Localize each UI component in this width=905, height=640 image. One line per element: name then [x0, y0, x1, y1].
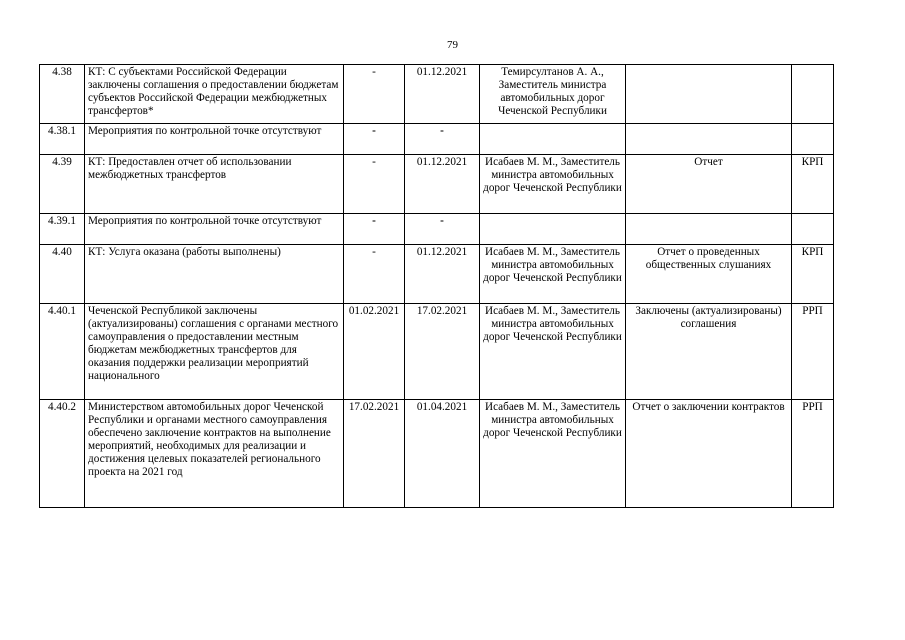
row-end-date: 01.12.2021 [405, 155, 480, 214]
row-responsible [480, 124, 626, 155]
row-start-date: 01.02.2021 [344, 304, 405, 400]
row-start-date: - [344, 124, 405, 155]
row-end-date: 01.12.2021 [405, 245, 480, 304]
row-description: Министерством автомобильных дорог Чеченской Республики и органами местного самоуправления обеспечено заключение контрактов на выполнение мероприятий, необходимых для реализации и достижения целевых показателей регионального проекта на 2021 год [85, 400, 344, 508]
table-row [40, 214, 834, 245]
row-result: Отчет о заключении контрактов [626, 400, 792, 508]
row-description: КТ: Предоставлен отчет об использовании межбюджетных трансфертов [85, 155, 344, 214]
row-end-date: 01.04.2021 [405, 400, 480, 508]
row-end-date: - [405, 124, 480, 155]
row-result [626, 214, 792, 245]
row-result: Отчет [626, 155, 792, 214]
row-end-date: 01.12.2021 [405, 65, 480, 124]
row-result [626, 124, 792, 155]
row-responsible: Исабаев М. М., Заместитель министра автомобильных дорог Чеченской Республики [480, 245, 626, 304]
row-number: 4.38 [40, 65, 85, 124]
table-row [40, 304, 834, 400]
row-responsible [480, 214, 626, 245]
row-level [792, 65, 834, 124]
page-number: 79 [447, 39, 458, 51]
project-plan-table [39, 64, 834, 508]
row-result: Отчет о проведенных общественных слушаниях [626, 245, 792, 304]
row-description: КТ: Услуга оказана (работы выполнены) [85, 245, 344, 304]
row-number: 4.39.1 [40, 214, 85, 245]
row-number: 4.40 [40, 245, 85, 304]
table-row [40, 155, 834, 214]
table-row [40, 245, 834, 304]
row-level [792, 214, 834, 245]
row-start-date: - [344, 214, 405, 245]
row-start-date: - [344, 155, 405, 214]
row-description: Мероприятия по контрольной точке отсутствуют [85, 214, 344, 245]
row-start-date: - [344, 65, 405, 124]
row-responsible: Исабаев М. М., Заместитель министра автомобильных дорог Чеченской Республики [480, 400, 626, 508]
row-responsible: Исабаев М. М., Заместитель министра автомобильных дорог Чеченской Республики [480, 155, 626, 214]
row-end-date: 17.02.2021 [405, 304, 480, 400]
row-start-date: - [344, 245, 405, 304]
row-end-date: - [405, 214, 480, 245]
row-responsible: Исабаев М. М., Заместитель министра автомобильных дорог Чеченской Республики [480, 304, 626, 400]
row-level: КРП [792, 245, 834, 304]
table-row [40, 65, 834, 124]
table-row [40, 400, 834, 508]
row-result [626, 65, 792, 124]
row-responsible: Темирсултанов А. А., Заместитель министра автомобильных дорог Чеченской Республики [480, 65, 626, 124]
row-description: КТ: С субъектами Российской Федерации заключены соглашения о предоставлении бюджетам субъектов Российской Федерации межбюджетных трансфертов* [85, 65, 344, 124]
row-level: РРП [792, 304, 834, 400]
row-start-date: 17.02.2021 [344, 400, 405, 508]
row-level: КРП [792, 155, 834, 214]
row-level: РРП [792, 400, 834, 508]
row-description: Чеченской Республикой заключены (актуализированы) соглашения с органами местного самоуправления о предоставлении местным бюджетам межбюджетных трансфертов для оказания поддержки реализации мероприятий национального [85, 304, 344, 400]
row-number: 4.39 [40, 155, 85, 214]
row-result: Заключены (актуализированы) соглашения [626, 304, 792, 400]
row-number: 4.40.1 [40, 304, 85, 400]
row-number: 4.38.1 [40, 124, 85, 155]
table-row [40, 124, 834, 155]
row-description: Мероприятия по контрольной точке отсутствуют [85, 124, 344, 155]
row-level [792, 124, 834, 155]
row-number: 4.40.2 [40, 400, 85, 508]
